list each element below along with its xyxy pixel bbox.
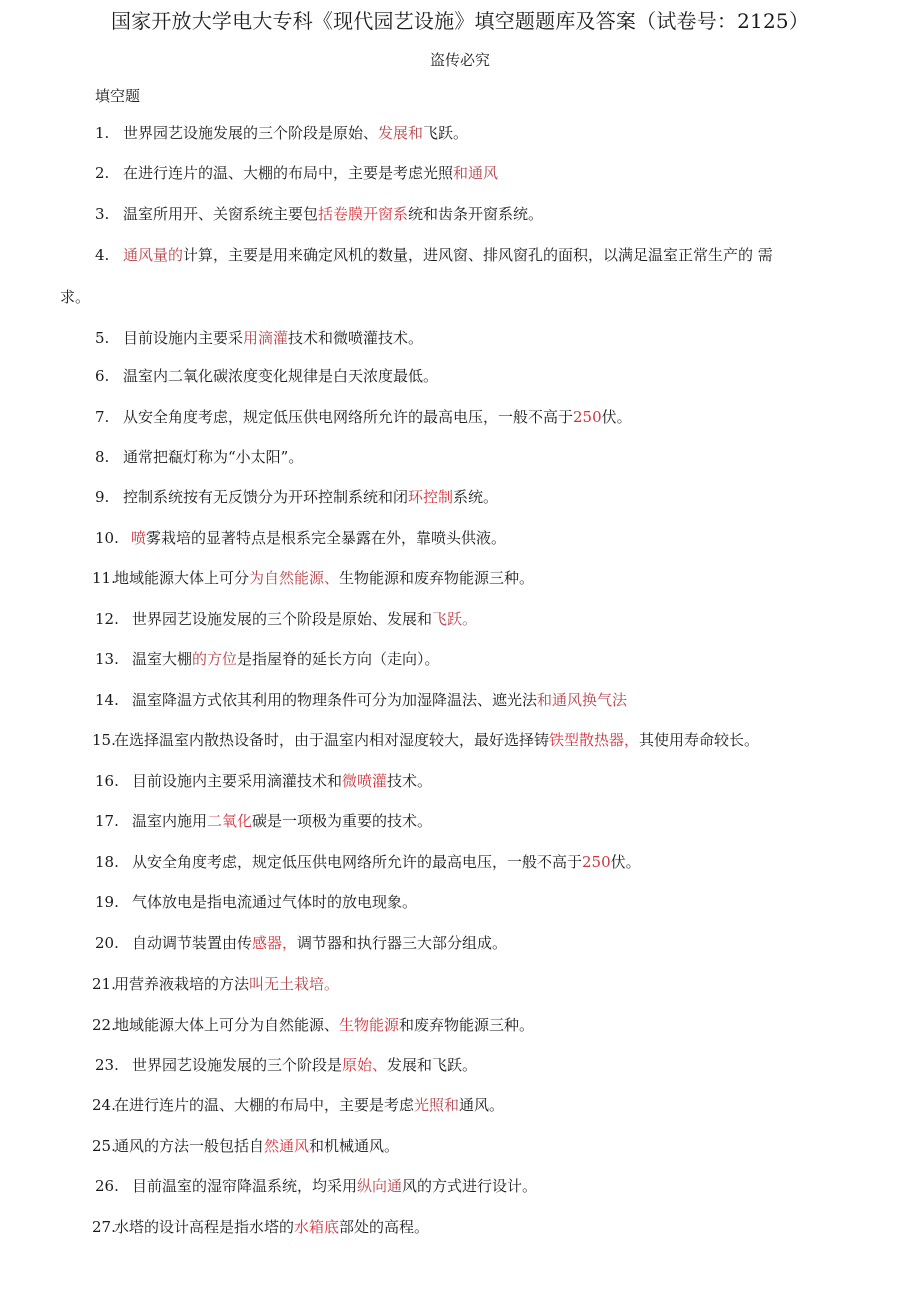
question-number: 3. — [95, 205, 110, 223]
document-title: 国家开放大学电大专科《现代园艺设施》填空题题库及答案（试卷号：2125） — [110, 9, 810, 33]
question-text: 目前设施内主要采用滴灌技术和 — [132, 772, 343, 790]
question-item — [95, 161, 498, 185]
answer-text: 喷 — [131, 529, 147, 547]
question-text-tail: 伏。 — [601, 408, 632, 426]
question-text-tail: 风的方式进行设计。 — [402, 1177, 538, 1195]
answer-text: 叫无土栽培。 — [249, 975, 340, 993]
question-item — [95, 485, 498, 509]
question-text-tail: 和机械通风。 — [309, 1137, 400, 1155]
question-text: 水塔的设计高程是指水塔的 — [114, 1218, 295, 1236]
answer-text: 原始、 — [342, 1056, 388, 1074]
answer-text: 飞跃。 — [432, 610, 478, 628]
question-item — [95, 243, 773, 267]
question-text: 在进行连片的温、大棚的布局中，主要是考虑光照 — [123, 164, 454, 182]
question-text: 目前设施内主要采 — [123, 329, 244, 347]
question-item — [95, 526, 506, 550]
answer-text: 通风量的 — [123, 246, 184, 264]
question-item — [95, 1174, 537, 1198]
question-text: 气体放电是指电流通过气体时的放电现象。 — [132, 893, 418, 911]
question-number: 24. — [92, 1096, 116, 1114]
answer-text: 括卷膜开窗系 — [318, 205, 409, 223]
question-text: 温室内二氧化碳浓度变化规律是白天浓度最低。 — [123, 367, 439, 385]
question-item — [95, 607, 477, 631]
question-item — [95, 364, 438, 388]
question-item — [95, 890, 417, 914]
question-item — [92, 728, 759, 752]
question-item — [95, 202, 543, 226]
question-number: 2. — [95, 164, 110, 182]
question-number: 22. — [92, 1016, 116, 1034]
question-item — [95, 809, 432, 833]
question-text-tail: 通风。 — [459, 1096, 505, 1114]
question-text: 温室降温方式依其利用的物理条件可分为加湿降温法、遮光法 — [132, 691, 538, 709]
question-text: 目前温室的湿帘降温系统，均采用 — [132, 1177, 358, 1195]
answer-text: 的方位 — [192, 650, 238, 668]
question-text-tail: 调节器和执行器三大部分组成。 — [297, 934, 508, 952]
question-text: 世界园艺设施发展的三个阶段是 — [132, 1056, 343, 1074]
answer-text: 生物能源 — [339, 1016, 400, 1034]
answer-text: 光照和 — [414, 1096, 460, 1114]
answer-text: 水箱底 — [294, 1218, 340, 1236]
question-text: 自动调节装置由传 — [132, 934, 253, 952]
question-text: 温室大棚 — [132, 650, 193, 668]
answer-text: 然通风 — [264, 1137, 310, 1155]
question-text: 地域能源大体上可分为自然能源、 — [114, 1016, 340, 1034]
answer-text: 纵向通 — [357, 1177, 403, 1195]
answer-text: 铁型散热器， — [549, 731, 640, 749]
question-text-tail: 部处的高程。 — [339, 1218, 430, 1236]
question-number: 17. — [95, 812, 119, 830]
question-item — [95, 850, 641, 874]
question-number: 16. — [95, 772, 119, 790]
question-item — [95, 931, 507, 955]
question-item — [95, 405, 632, 429]
question-text: 温室所用开、关窗系统主要包 — [123, 205, 319, 223]
answer-text: 发展和 — [378, 124, 424, 142]
answer-text: 250 — [573, 408, 602, 426]
question-item — [95, 769, 432, 793]
question-text-tail: 飞跃。 — [423, 124, 469, 142]
question-item — [95, 121, 468, 145]
question-number: 23. — [95, 1056, 119, 1074]
question-text-tail: 生物能源和废弃物能源三种。 — [339, 569, 535, 587]
question-item — [92, 1013, 534, 1037]
answer-text: 和通风换气法 — [537, 691, 628, 709]
question-text-tail: 系统。 — [453, 488, 499, 506]
question-text-tail: 碳是一项极为重要的技术。 — [252, 812, 433, 830]
question-text: 通常把瓻灯称为“小太阳”。 — [123, 448, 304, 466]
question-text-continuation: 求。 — [60, 288, 91, 306]
question-number: 7. — [95, 408, 110, 426]
question-number: 13. — [95, 650, 119, 668]
question-text: 温室内施用 — [132, 812, 208, 830]
question-number: 21. — [92, 975, 116, 993]
answer-text: 250 — [582, 853, 611, 871]
question-item — [95, 326, 423, 350]
question-number: 25. — [92, 1137, 116, 1155]
question-text: 世界园艺设施发展的三个阶段是原始、 — [123, 124, 379, 142]
question-text-tail: 技术。 — [387, 772, 433, 790]
question-number: 12. — [95, 610, 119, 628]
question-text: 地域能源大体上可分 — [114, 569, 250, 587]
question-text-tail: 统和齿条开窗系统。 — [408, 205, 544, 223]
question-item — [92, 1093, 504, 1117]
question-item — [92, 972, 339, 996]
question-number: 11. — [92, 569, 116, 587]
answer-text: 为自然能源、 — [249, 569, 340, 587]
question-number: 5. — [95, 329, 110, 347]
question-text: 世界园艺设施发展的三个阶段是原始、发展和 — [132, 610, 433, 628]
question-item — [95, 688, 627, 712]
document-subtitle: 盗传必究 — [429, 51, 490, 69]
question-text-tail: 是指屋脊的延长方向（走向）。 — [237, 650, 440, 668]
question-number: 8. — [95, 448, 110, 466]
question-text-tail: 发展和飞跃。 — [387, 1056, 478, 1074]
answer-text: 微喷灌 — [342, 772, 388, 790]
question-item — [92, 566, 534, 590]
question-item — [92, 1215, 429, 1239]
question-number: 4. — [95, 246, 110, 264]
question-item — [95, 1053, 477, 1077]
answer-text: 二氧化 — [207, 812, 253, 830]
question-text: 从安全角度考虑，规定低压供电网络所允许的最高电压，一般不高于 — [132, 853, 583, 871]
question-number: 27. — [92, 1218, 116, 1236]
answer-text: 用滴灌 — [243, 329, 289, 347]
question-text: 控制系统按有无反馈分为开环控制系统和闭 — [123, 488, 409, 506]
question-text: 从安全角度考虑，规定低压供电网络所允许的最高电压，一般不高于 — [123, 408, 574, 426]
question-text: 用营养液栽培的方法 — [114, 975, 250, 993]
answer-text: 和通风 — [453, 164, 499, 182]
question-number: 18. — [95, 853, 119, 871]
question-item — [95, 445, 303, 469]
question-number: 1. — [95, 124, 110, 142]
question-number: 19. — [95, 893, 119, 911]
question-number: 9. — [95, 488, 110, 506]
question-number: 15. — [92, 731, 116, 749]
question-number: 14. — [95, 691, 119, 709]
question-text-tail: 其使用寿命较长。 — [639, 731, 760, 749]
question-text-tail: 计算，主要是用来确定风机的数量，进风窗、排风窗孔的面积，以满足温室正常生产的 需 — [183, 246, 773, 264]
question-number: 20. — [95, 934, 119, 952]
question-text-tail: 伏。 — [610, 853, 641, 871]
question-text-tail: 和废弃物能源三种。 — [399, 1016, 535, 1034]
question-text-tail: 技术和微喷灌技术。 — [288, 329, 424, 347]
question-item — [95, 647, 440, 671]
question-number: 6. — [95, 367, 110, 385]
question-number: 26. — [95, 1177, 119, 1195]
section-heading: 填空题 — [95, 87, 141, 105]
question-number: 10. — [95, 529, 119, 547]
question-text: 通风的方法一般包括自 — [114, 1137, 265, 1155]
question-text: 在选择温室内散热设备时，由于温室内相对湿度较大，最好选择铸 — [114, 731, 550, 749]
question-text: 在进行连片的温、大棚的布局中，主要是考虑 — [114, 1096, 415, 1114]
answer-text: 感器， — [252, 934, 298, 952]
question-item — [92, 1134, 399, 1158]
question-text-tail: 雾栽培的显著特点是根系完全暴露在外，靠喷头供液。 — [146, 529, 507, 547]
answer-text: 环控制 — [408, 488, 454, 506]
